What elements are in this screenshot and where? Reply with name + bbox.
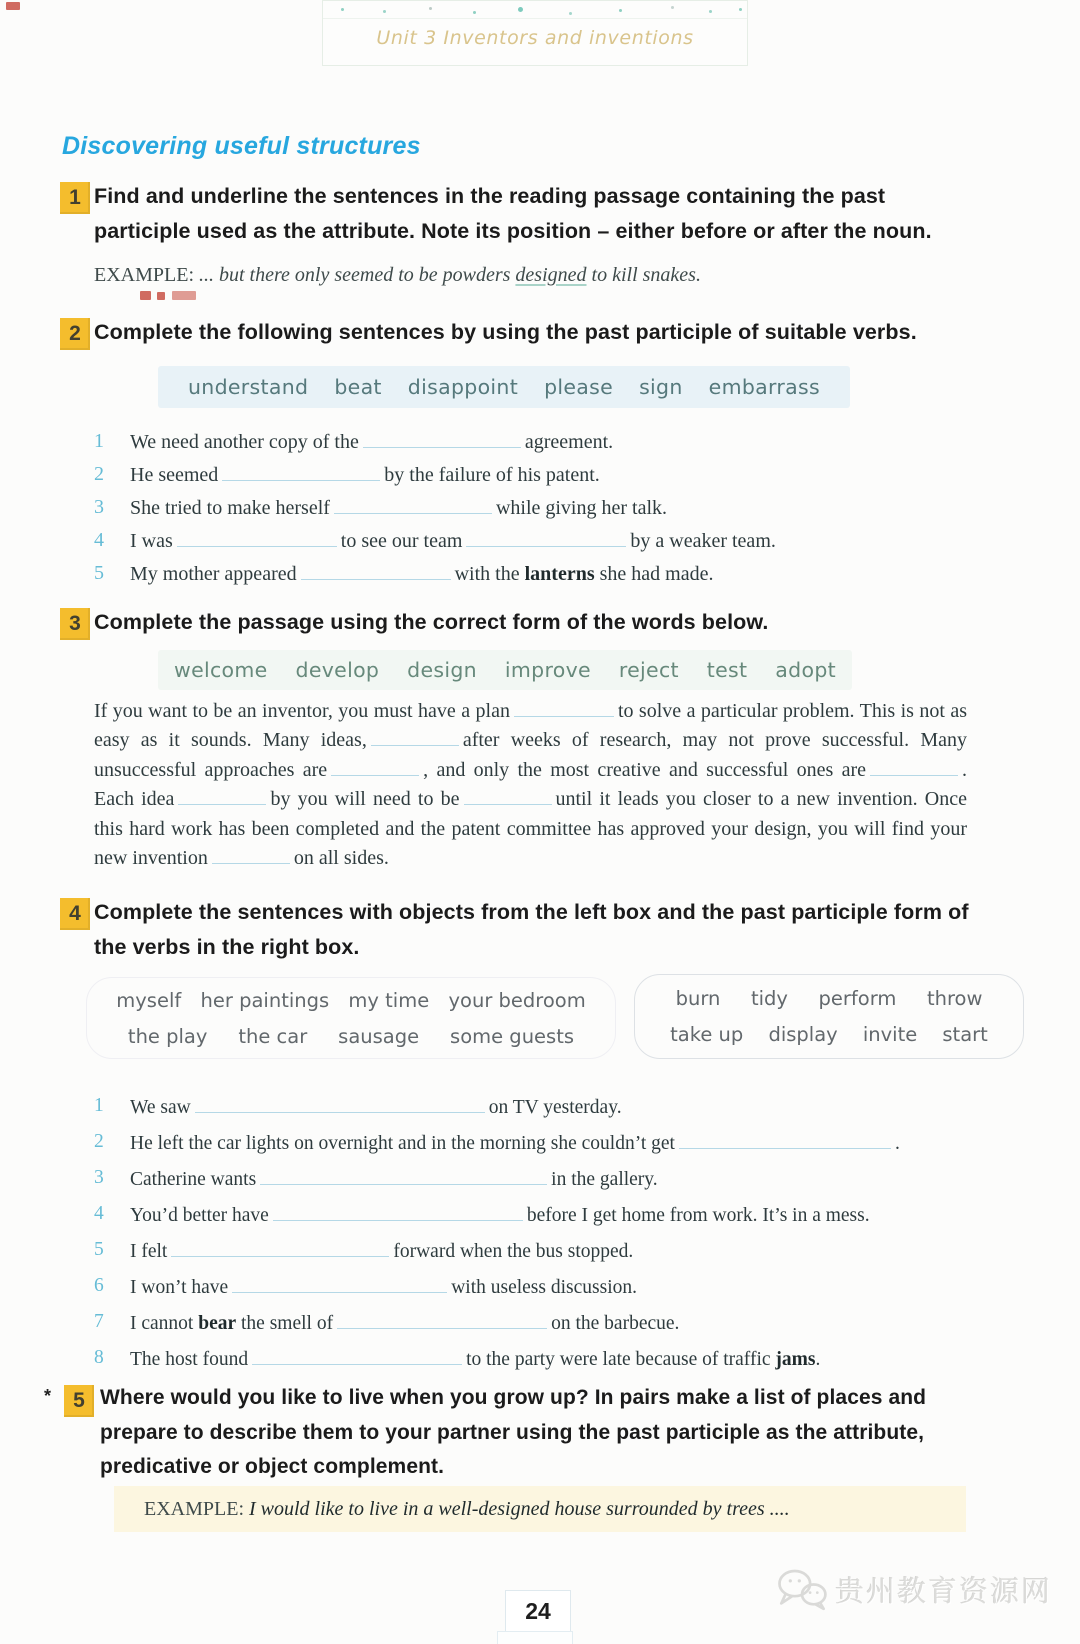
sentence-row (94, 529, 776, 553)
verb-box-row (635, 987, 1023, 1010)
object-box-row (87, 1025, 615, 1048)
exercise-4-badge: 4 (60, 898, 90, 930)
fill-in-blank[interactable] (273, 1203, 523, 1221)
scan-artifact (140, 291, 151, 300)
exercise-5-badge: 5 (64, 1385, 94, 1417)
sentence-number: 2 (94, 1131, 104, 1152)
text-segment: . (894, 1133, 900, 1154)
exercise-1-example (94, 264, 701, 287)
sentence-number: 3 (94, 1167, 104, 1188)
exercise-5-heading: Where would you like to live when you grow up? In pairs make a list of places and prepare to describe them to your partner using the past participle as the attribute, predicative or object complement. (100, 1386, 927, 1478)
text-segment: she had made. (594, 563, 714, 585)
text-segment: I cannot (130, 1313, 199, 1334)
sentence-text (130, 1203, 870, 1227)
fill-in-blank[interactable] (514, 702, 614, 717)
sentence-row (94, 1311, 900, 1335)
exercise-3-heading: Complete the passage using the correct form of the words below. (94, 610, 769, 634)
sentence-number: 6 (94, 1275, 104, 1296)
sentence-text (130, 463, 600, 487)
fill-in-blank[interactable] (363, 430, 521, 448)
text-segment: forward when the bus stopped. (393, 1241, 634, 1262)
exercise-2-sentences (94, 430, 776, 595)
verb-box-row (635, 1023, 1023, 1046)
sentence-number: 7 (94, 1311, 104, 1332)
exercise-3-passage (94, 697, 967, 873)
example-text: ... but there only seemed to be powders (194, 264, 516, 286)
text-segment: in the gallery. (551, 1169, 658, 1190)
text-segment: You’d better have (130, 1205, 269, 1226)
fill-in-blank[interactable] (870, 761, 958, 776)
word-bank-item: display (768, 1023, 838, 1046)
text-segment: on TV yesterday. (488, 1097, 622, 1118)
word-bank-item: develop (295, 658, 380, 682)
word-bank-item: test (706, 658, 748, 682)
sentence-row (94, 1275, 900, 1299)
sentence-row (94, 1239, 900, 1263)
text-segment: The host found (130, 1349, 249, 1370)
text-segment: by you will need to be (270, 788, 460, 811)
word-bank-item: my time (348, 988, 430, 1012)
sentence-text (130, 430, 613, 454)
fill-in-blank[interactable] (371, 731, 459, 746)
text-segment: while giving her talk. (495, 497, 668, 519)
page-number: 24 (505, 1590, 571, 1632)
text-segment: by the failure of his patent. (384, 464, 600, 486)
word-bank-item: the play (127, 1024, 208, 1048)
sentence-row (94, 1131, 900, 1155)
word-bank-item: throw (926, 987, 983, 1010)
example-text: to kill snakes. (586, 264, 701, 286)
word-bank-item: burn (675, 987, 721, 1010)
scan-artifact (6, 2, 20, 10)
object-box-row (87, 989, 615, 1012)
fill-in-blank[interactable] (252, 1347, 462, 1365)
fill-in-blank[interactable] (301, 562, 451, 580)
word-bank-item: the car (238, 1024, 308, 1048)
text-segment: the smell of (236, 1313, 334, 1334)
sentence-number: 1 (94, 1095, 104, 1116)
sentence-number: 5 (94, 1239, 104, 1260)
text-segment: with the (454, 563, 525, 585)
example-text: I would like to live in a well-designed house surrounded by trees .... (244, 1497, 790, 1520)
text-segment: My mother appeared (130, 563, 297, 585)
text-segment: to solve a particular problem. This is not as easy as it sounds. Many ideas, (94, 700, 967, 752)
fill-in-blank[interactable] (212, 849, 290, 864)
word-bank-item: disappoint (407, 375, 519, 399)
fill-in-blank[interactable] (171, 1239, 389, 1257)
fill-in-blank[interactable] (464, 790, 552, 805)
text-segment: He seemed (130, 464, 219, 486)
word-bank-item: take up (670, 1023, 744, 1046)
watermark (775, 1566, 1052, 1612)
fill-in-blank[interactable] (337, 1311, 547, 1329)
text-segment: If you want to be an inventor, you must have a plan (94, 700, 510, 722)
sentence-number: 4 (94, 529, 104, 551)
text-segment: . (815, 1349, 821, 1370)
exercise-2-word-bank (158, 366, 850, 408)
word-bank-item: invite (862, 1023, 918, 1046)
scan-artifact (172, 291, 196, 300)
sentence-text (130, 1095, 622, 1119)
sentence-row (94, 562, 776, 586)
exercise-4-object-box (86, 977, 616, 1059)
exercise-1-badge: 1 (60, 182, 90, 214)
text-segment: Catherine wants (130, 1169, 257, 1190)
text-segment: He left the car lights on overnight and in the morning she couldn’t get (130, 1133, 675, 1154)
sentence-text (130, 1167, 658, 1191)
sentence-row (94, 430, 776, 454)
text-segment: jams (775, 1349, 816, 1370)
exercise-5-example (144, 1498, 790, 1521)
word-bank-item: perform (818, 987, 897, 1010)
word-bank-item: sausage (338, 1024, 420, 1048)
word-bank-item: embarrass (708, 375, 820, 399)
unit-header-decoration (323, 1, 747, 19)
example-label: EXAMPLE: (94, 264, 194, 286)
sentence-row (94, 1347, 900, 1371)
text-segment: after weeks of research, may not prove successful. Many unsuccessful approaches are (94, 729, 967, 781)
text-segment: lanterns (524, 563, 595, 585)
text-segment: bear (198, 1313, 237, 1334)
speckle-decoration (341, 8, 344, 11)
word-bank-item: some guests (450, 1024, 575, 1048)
word-bank-item: your bedroom (448, 988, 586, 1012)
word-bank-item: adopt (775, 658, 836, 682)
sentence-text (130, 1347, 820, 1371)
sentence-number: 3 (94, 496, 104, 518)
word-bank-item: beat (334, 375, 382, 399)
unit-title: Unit 3 Inventors and inventions (376, 27, 694, 49)
text-segment: I was (130, 530, 173, 552)
fill-in-blank[interactable] (334, 496, 492, 514)
fill-in-blank[interactable] (178, 790, 266, 805)
word-bank-item: start (942, 1023, 988, 1046)
exercise-5-star: * (44, 1386, 52, 1406)
exercise-3-word-bank (158, 650, 852, 690)
sentence-row (94, 1095, 900, 1119)
sentence-row (94, 1203, 900, 1227)
exercise-3-badge: 3 (60, 608, 90, 640)
word-bank-item: please (544, 375, 614, 399)
wechat-icon (775, 1566, 829, 1612)
example-label: EXAMPLE: (144, 1497, 244, 1520)
text-segment: We saw (130, 1097, 191, 1118)
fill-in-blank[interactable] (466, 529, 626, 547)
exercise-1-heading: Find and underline the sentences in the reading passage containing the past participle used as the attribute. Note its position – either before or after the noun. (94, 184, 932, 243)
sentence-row (94, 1167, 900, 1191)
scan-artifact (157, 292, 165, 300)
word-bank-item: myself (116, 988, 182, 1012)
text-segment: We need another copy of the (130, 431, 359, 453)
text-segment: I won’t have (130, 1277, 229, 1298)
exercise-2-heading: Complete the following sentences by using the past participle of suitable verbs. (94, 320, 917, 344)
fill-in-blank[interactable] (232, 1275, 447, 1293)
sentence-number: 8 (94, 1347, 104, 1368)
example-underlined-word: designed (515, 264, 587, 286)
fill-in-blank[interactable] (222, 463, 380, 481)
text-segment: . Each idea (94, 758, 967, 811)
exercise-2-badge: 2 (60, 318, 90, 350)
text-segment: I felt (130, 1241, 168, 1262)
sentence-number: 4 (94, 1203, 104, 1224)
sentence-text (130, 1131, 900, 1155)
sentence-number: 1 (94, 430, 104, 452)
sentence-text (130, 1275, 637, 1299)
word-bank-item: improve (504, 658, 591, 682)
page-footer-box (497, 1631, 573, 1644)
exercise-4-sentences (94, 1095, 900, 1383)
sentence-text (130, 1311, 679, 1335)
text-segment: on the barbecue. (551, 1313, 680, 1334)
fill-in-blank[interactable] (260, 1167, 547, 1185)
word-bank-item: her paintings (200, 988, 330, 1012)
watermark-text: 贵州教育资源网 (835, 1573, 1053, 1608)
fill-in-blank[interactable] (679, 1131, 891, 1149)
sentence-text (130, 496, 667, 520)
exercise-4-verb-box (634, 974, 1024, 1059)
fill-in-blank[interactable] (195, 1095, 485, 1113)
text-segment: to see our team (340, 530, 463, 552)
exercise-4-heading: Complete the sentences with objects from the left box and the past participle form of the verbs in the right box. (94, 900, 969, 959)
fill-in-blank[interactable] (331, 761, 419, 776)
text-segment: by a weaker team. (630, 530, 776, 552)
word-bank-item: design (407, 658, 477, 682)
word-bank-item: welcome (174, 658, 268, 682)
text-segment: , and only the most creative and successful ones are (423, 758, 866, 781)
sentence-number: 2 (94, 463, 104, 485)
word-bank-item: tidy (750, 987, 788, 1010)
text-segment: on all sides. (293, 847, 389, 870)
exercise-5-example-band (114, 1486, 966, 1532)
text-segment: with useless discussion. (451, 1277, 637, 1298)
section-title: Discovering useful structures (62, 132, 421, 160)
text-segment: agreement. (524, 431, 614, 453)
sentence-text (130, 529, 776, 553)
fill-in-blank[interactable] (177, 529, 337, 547)
sentence-text (130, 1239, 633, 1263)
sentence-row (94, 496, 776, 520)
text-segment: until it leads you closer to a new invention. Once this hard work has been completed and the patent committee has approved your design, you will find your new invention (94, 788, 967, 870)
word-bank-item: sign (639, 375, 683, 399)
text-segment: before I get home from work. It’s in a mess. (526, 1205, 870, 1226)
text-segment: to the party were late because of traffic (466, 1349, 776, 1370)
sentence-text (130, 562, 713, 586)
unit-header-box (322, 0, 748, 66)
text-segment: She tried to make herself (130, 497, 330, 519)
sentence-number: 5 (94, 562, 104, 584)
sentence-row (94, 463, 776, 487)
word-bank-item: understand (188, 375, 309, 399)
word-bank-item: reject (618, 658, 679, 682)
